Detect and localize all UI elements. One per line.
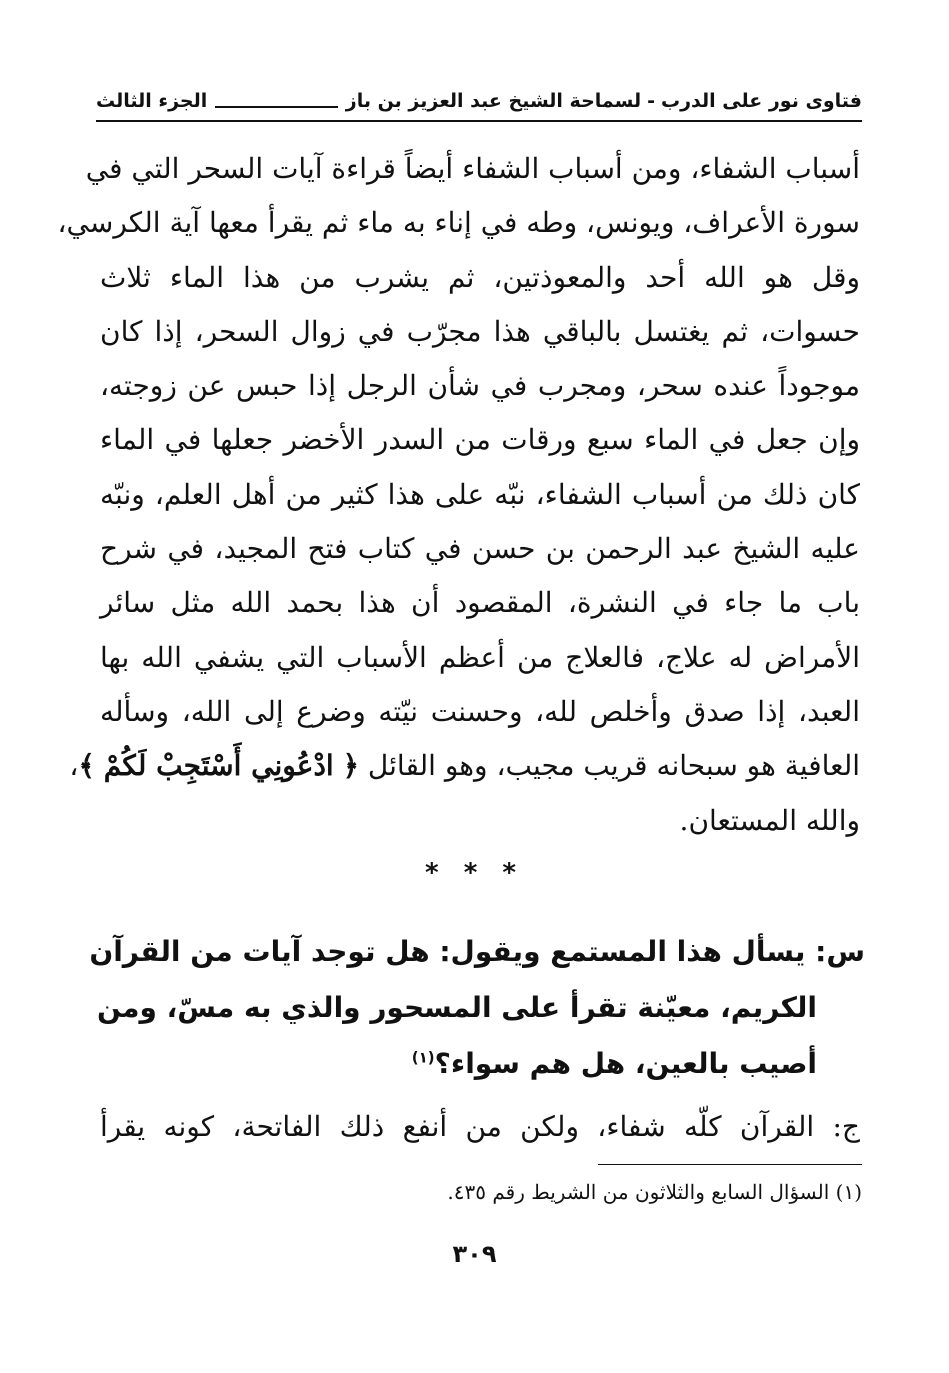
question-line-last bbox=[125, 1036, 865, 1092]
body-line: حسوات، ثم يغتسل بالباقي هذا مجرّب في زوال السحر، إذا كان bbox=[100, 314, 860, 348]
question-block bbox=[89, 924, 865, 1092]
question-line-text: أصيب بالعين، هل هم سواء؟ bbox=[434, 1047, 817, 1080]
quran-bracket-close: ﴾ bbox=[78, 749, 95, 783]
running-header bbox=[96, 84, 862, 118]
volume-label: الجزء الثالث bbox=[96, 90, 208, 112]
footnote: (١) السؤال السابع والثلاثون من الشريط رقم ٤٣٥. bbox=[447, 1180, 862, 1204]
footnote-reference: (١) bbox=[411, 1048, 435, 1067]
header-dash-rule bbox=[215, 94, 337, 108]
book-title: فتاوى نور على الدرب bbox=[661, 90, 862, 112]
body-line: وإن جعل في الماء سبع ورقات من السدر الأخضر جعلها في الماء bbox=[100, 423, 860, 457]
body-line: سورة الأعراف، ويونس، وطه في إناء به ماء ثم يقرأ معها آية الكرسي، bbox=[57, 206, 860, 240]
body-line: الأمراض له علاج، فالعلاج من أعظم الأسباب التي يشفي الله بها bbox=[100, 640, 860, 674]
body-paragraph bbox=[57, 142, 860, 848]
body-line: وقل هو الله أحد والمعوذتين، ثم يشرب من هذا الماء ثلاث bbox=[100, 260, 860, 294]
body-line-punct: ، bbox=[69, 749, 79, 783]
author-name: لسماحة الشيخ عبد العزيز بن باز bbox=[345, 90, 642, 112]
body-line: موجوداً عنده سحر، ومجرب في شأن الرجل إذا حبس عن زوجته، bbox=[100, 369, 860, 403]
question-line: س: يسأل هذا المستمع ويقول: هل توجد آيات من القرآن bbox=[89, 935, 865, 968]
body-line: عليه الشيخ عبد الرحمن بن حسن في كتاب فتح المجيد، في شرح bbox=[100, 532, 860, 566]
body-line: باب ما جاء في النشرة، المقصود أن هذا بحمد الله مثل سائر bbox=[100, 586, 860, 620]
body-line-with-quran bbox=[69, 739, 860, 793]
body-line-last: والله المستعان. bbox=[679, 803, 860, 837]
answer-line: ج: القرآن كلّه شفاء، ولكن من أنفع ذلك الفاتحة، كونه يقرأ bbox=[100, 1110, 860, 1143]
quran-bracket-open: ﴿ bbox=[342, 749, 360, 783]
page-number: ٣٠٩ bbox=[452, 1240, 497, 1268]
header-divider bbox=[96, 120, 862, 122]
body-line-text: العافية هو سبحانه قريب مجيب، وهو القائل bbox=[367, 749, 860, 783]
body-line: كان ذلك من أسباب الشفاء، نبّه على هذا كثير من أهل العلم، ونبّه bbox=[100, 477, 860, 511]
footnote-divider bbox=[598, 1164, 862, 1165]
header-separator: - bbox=[647, 90, 655, 112]
section-separator-stars: * * * bbox=[425, 858, 524, 888]
question-line: الكريم، معيّنة تقرأ على المسحور والذي به مسّ، ومن bbox=[96, 991, 817, 1024]
quran-verse: ادْعُونِي أَسْتَجِبْ لَكُمْ bbox=[103, 749, 334, 783]
body-line: أسباب الشفاء، ومن أسباب الشفاء أيضاً قراءة آيات السحر التي في bbox=[85, 152, 860, 185]
body-line: العبد، إذا صدق وأخلص لله، وحسنت نيّته وضرع إلى الله، وسأله bbox=[100, 694, 860, 728]
